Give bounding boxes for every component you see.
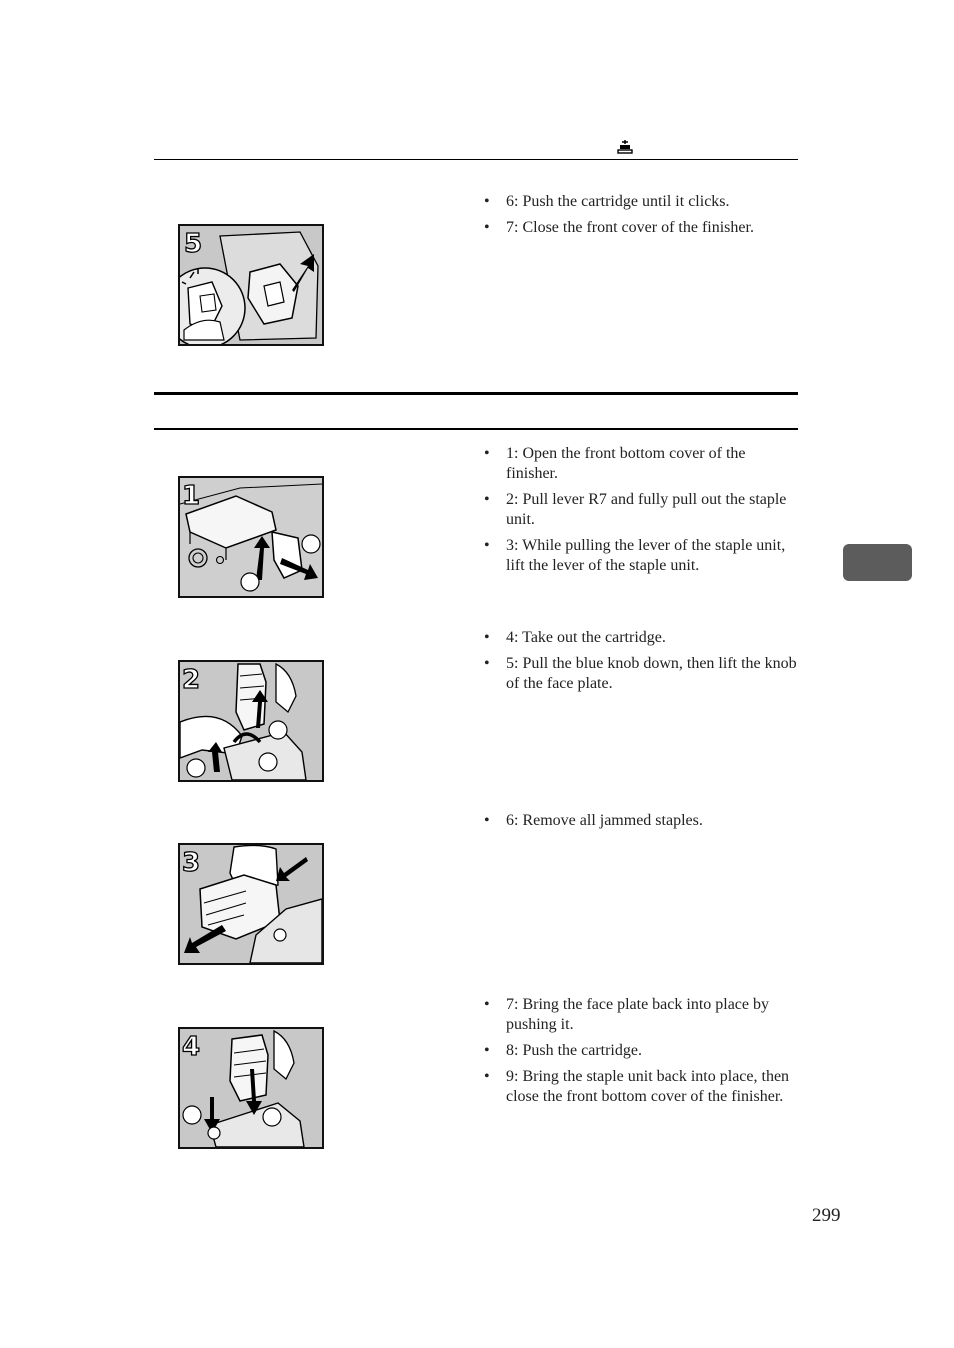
- instruction-list-block-3: [484, 811, 798, 837]
- instruction-list-block-4: [484, 995, 798, 1113]
- instruction-item: • 6: Push the cartridge until it clicks.: [484, 192, 798, 212]
- instruction-list-block-2: [484, 628, 798, 700]
- instruction-item: • 6: Remove all jammed staples.: [484, 811, 798, 831]
- instruction-item: • 1: Open the front bottom cover of the finisher.: [484, 444, 798, 484]
- section-rule-thick: [154, 392, 798, 395]
- illustration-step-2: [178, 660, 324, 782]
- instruction-item: • 7: Bring the face plate back into place by pushing it.: [484, 995, 798, 1035]
- instruction-item: • 9: Bring the staple unit back into place, then close the front bottom cover of the finisher.: [484, 1067, 798, 1107]
- instruction-item: • 5: Pull the blue knob down, then lift the knob of the face plate.: [484, 654, 798, 694]
- illustration-step-3: [178, 843, 324, 965]
- section-rule: [154, 428, 798, 430]
- page-number: 299: [812, 1205, 841, 1226]
- illustration-step-2-label: 2: [182, 665, 201, 695]
- instruction-item: • 7: Close the front cover of the finisher.: [484, 218, 798, 238]
- illustration-step-4-label: 4: [182, 1032, 201, 1062]
- illustration-step-5-label: 5: [184, 229, 203, 259]
- illustration-step-1: [178, 476, 324, 598]
- instruction-item: • 2: Pull lever R7 and fully pull out the staple unit.: [484, 490, 798, 530]
- instruction-list-block-1: [484, 444, 798, 582]
- finisher-icon: [617, 139, 633, 155]
- illustration-step-3-label: 3: [182, 848, 201, 878]
- instruction-item: • 8: Push the cartridge.: [484, 1041, 798, 1061]
- illustration-step-4: [178, 1027, 324, 1149]
- instruction-item: • 3: While pulling the lever of the staple unit, lift the lever of the staple unit.: [484, 536, 798, 576]
- instruction-item: • 4: Take out the cartridge.: [484, 628, 798, 648]
- header-rule: [154, 159, 798, 160]
- illustration-step-1-label: 1: [182, 481, 201, 511]
- chapter-tab: [843, 544, 912, 581]
- illustration-step-5: [178, 224, 324, 346]
- instruction-list-top: [484, 192, 798, 244]
